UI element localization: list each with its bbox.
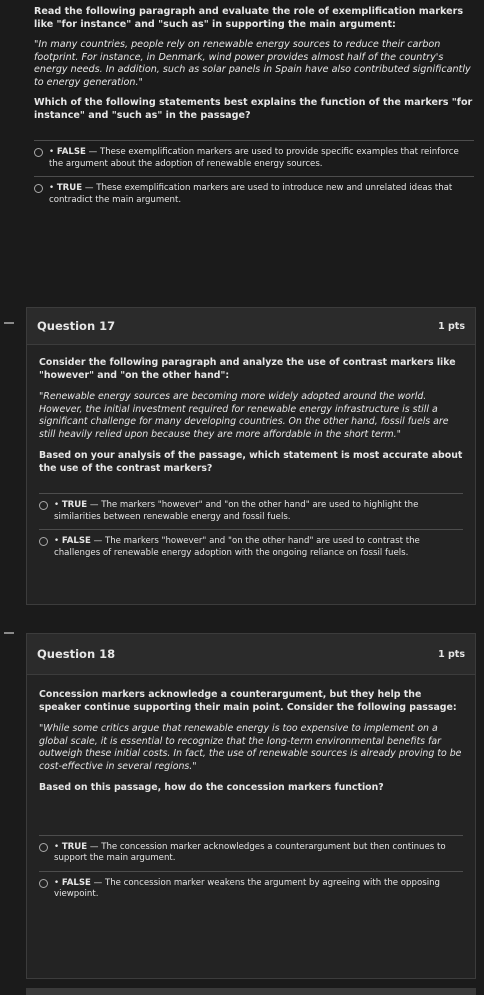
next-question-header [26,988,476,995]
question-text: Based on your analysis of the passage, which statement is most accurate about the use of the contrast markers? [39,450,463,474]
question-prompt: Read the following paragraph and evaluate the role of exemplification markers like "for instance" and "such as" in supporting the main argument: [34,6,464,30]
question-18-card [26,633,476,979]
question-16-continuation [34,6,474,212]
option-tag: TRUE [61,500,88,510]
answer-option-2[interactable]: • TRUE — These exemplification markers are used to introduce new and unrelated ideas that contradict the main argument. [34,176,474,212]
question-text: Which of the following statements best explains the function of the markers "for instance" and "such as" in the passage? [34,97,473,121]
answer-option-2[interactable]: • FALSE — The markers "however" and "on the other hand" are used to contrast the challenges of renewable energy adoption with the ongoing reliance on fossil fuels. [39,529,463,565]
option-tag: FALSE [56,147,86,157]
question-passage: "In many countries, people rely on renewable energy sources to reduce their carbon footprint. For instance, in Denmark, wind power provides almost half of the country's energy needs. In addition, such as solar panels in Spain have also contributed significantly to energy generation." [34,39,471,88]
radio-button[interactable] [34,148,43,157]
option-text: — The concession marker weakens the argument by agreeing with the opposing viewpoint. [54,877,440,899]
question-title: Question 18 [37,647,116,661]
question-prompt: Consider the following paragraph and analyze the use of contrast markers like "however" and "on the other hand": [39,357,456,381]
option-text: — These exemplification markers are used to provide specific examples that reinforce the argument about the adoption of renewable energy sources. [49,147,459,169]
answer-option-2[interactable]: • FALSE — The concession marker weakens the argument by agreeing with the opposing viewpoint. [39,871,463,907]
question-header [27,634,475,675]
radio-button[interactable] [39,843,48,852]
answer-option-1[interactable]: • TRUE — The markers "however" and "on the other hand" are used to highlight the similarities between renewable energy and fossil fuels. [39,493,463,529]
question-marker-icon [4,632,14,634]
option-text: — These exemplification markers are used to introduce new and unrelated ideas that contradict the main argument. [49,183,453,205]
option-tag: FALSE [61,877,91,888]
question-body [27,345,475,573]
option-text: — The markers "however" and "on the other hand" are used to contrast the challenges of renewable energy adoption with the ongoing reliance on fossil fuels. [54,536,420,558]
radio-button[interactable] [39,501,48,510]
option-tag: TRUE [61,841,88,852]
question-body [27,675,475,915]
question-title: Question 17 [37,319,116,333]
answer-options [39,493,463,565]
question-marker-icon [4,322,14,324]
answer-option-1[interactable]: • TRUE — The concession marker acknowledges a counterargument but then continues to support the main argument. [39,835,463,871]
question-passage: "Renewable energy sources are becoming more widely adopted around the world. However, the initial investment required for renewable energy infrastructure is still a significant challenge for many developing countries. On the other hand, fossil fuels are still heavily relied upon because they are more affordable in the short term." [39,391,449,440]
option-tag: TRUE [56,183,83,193]
question-text: Based on this passage, how do the concession markers function? [39,782,384,793]
radio-button[interactable] [39,879,48,888]
option-text: — The concession marker acknowledges a counterargument but then continues to support the main argument. [54,841,446,863]
question-header [27,308,475,345]
answer-options [39,835,463,907]
question-prompt: Concession markers acknowledge a counterargument, but they help the speaker continue supporting their main point. Consider the following passage: [39,689,457,713]
radio-button[interactable] [39,537,48,546]
option-tag: FALSE [61,536,91,546]
option-text: — The markers "however" and "on the other hand" are used to highlight the similarities between renewable energy and fossil fuels. [54,500,419,522]
question-17-card [26,307,476,605]
radio-button[interactable] [34,184,43,193]
answer-option-1[interactable]: • FALSE — These exemplification markers are used to provide specific examples that reinforce the argument about the adoption of renewable energy sources. [34,140,474,176]
question-passage: "While some critics argue that renewable energy is too expensive to implement on a global scale, it is essential to recognize that the long-term environmental benefits far outweigh these initial costs. In fact, the use of renewable sources is already proving to be cost-effective in several regions." [39,723,462,772]
answer-options [34,140,474,212]
question-points: 1 pts [438,648,465,660]
question-points: 1 pts [438,320,465,332]
